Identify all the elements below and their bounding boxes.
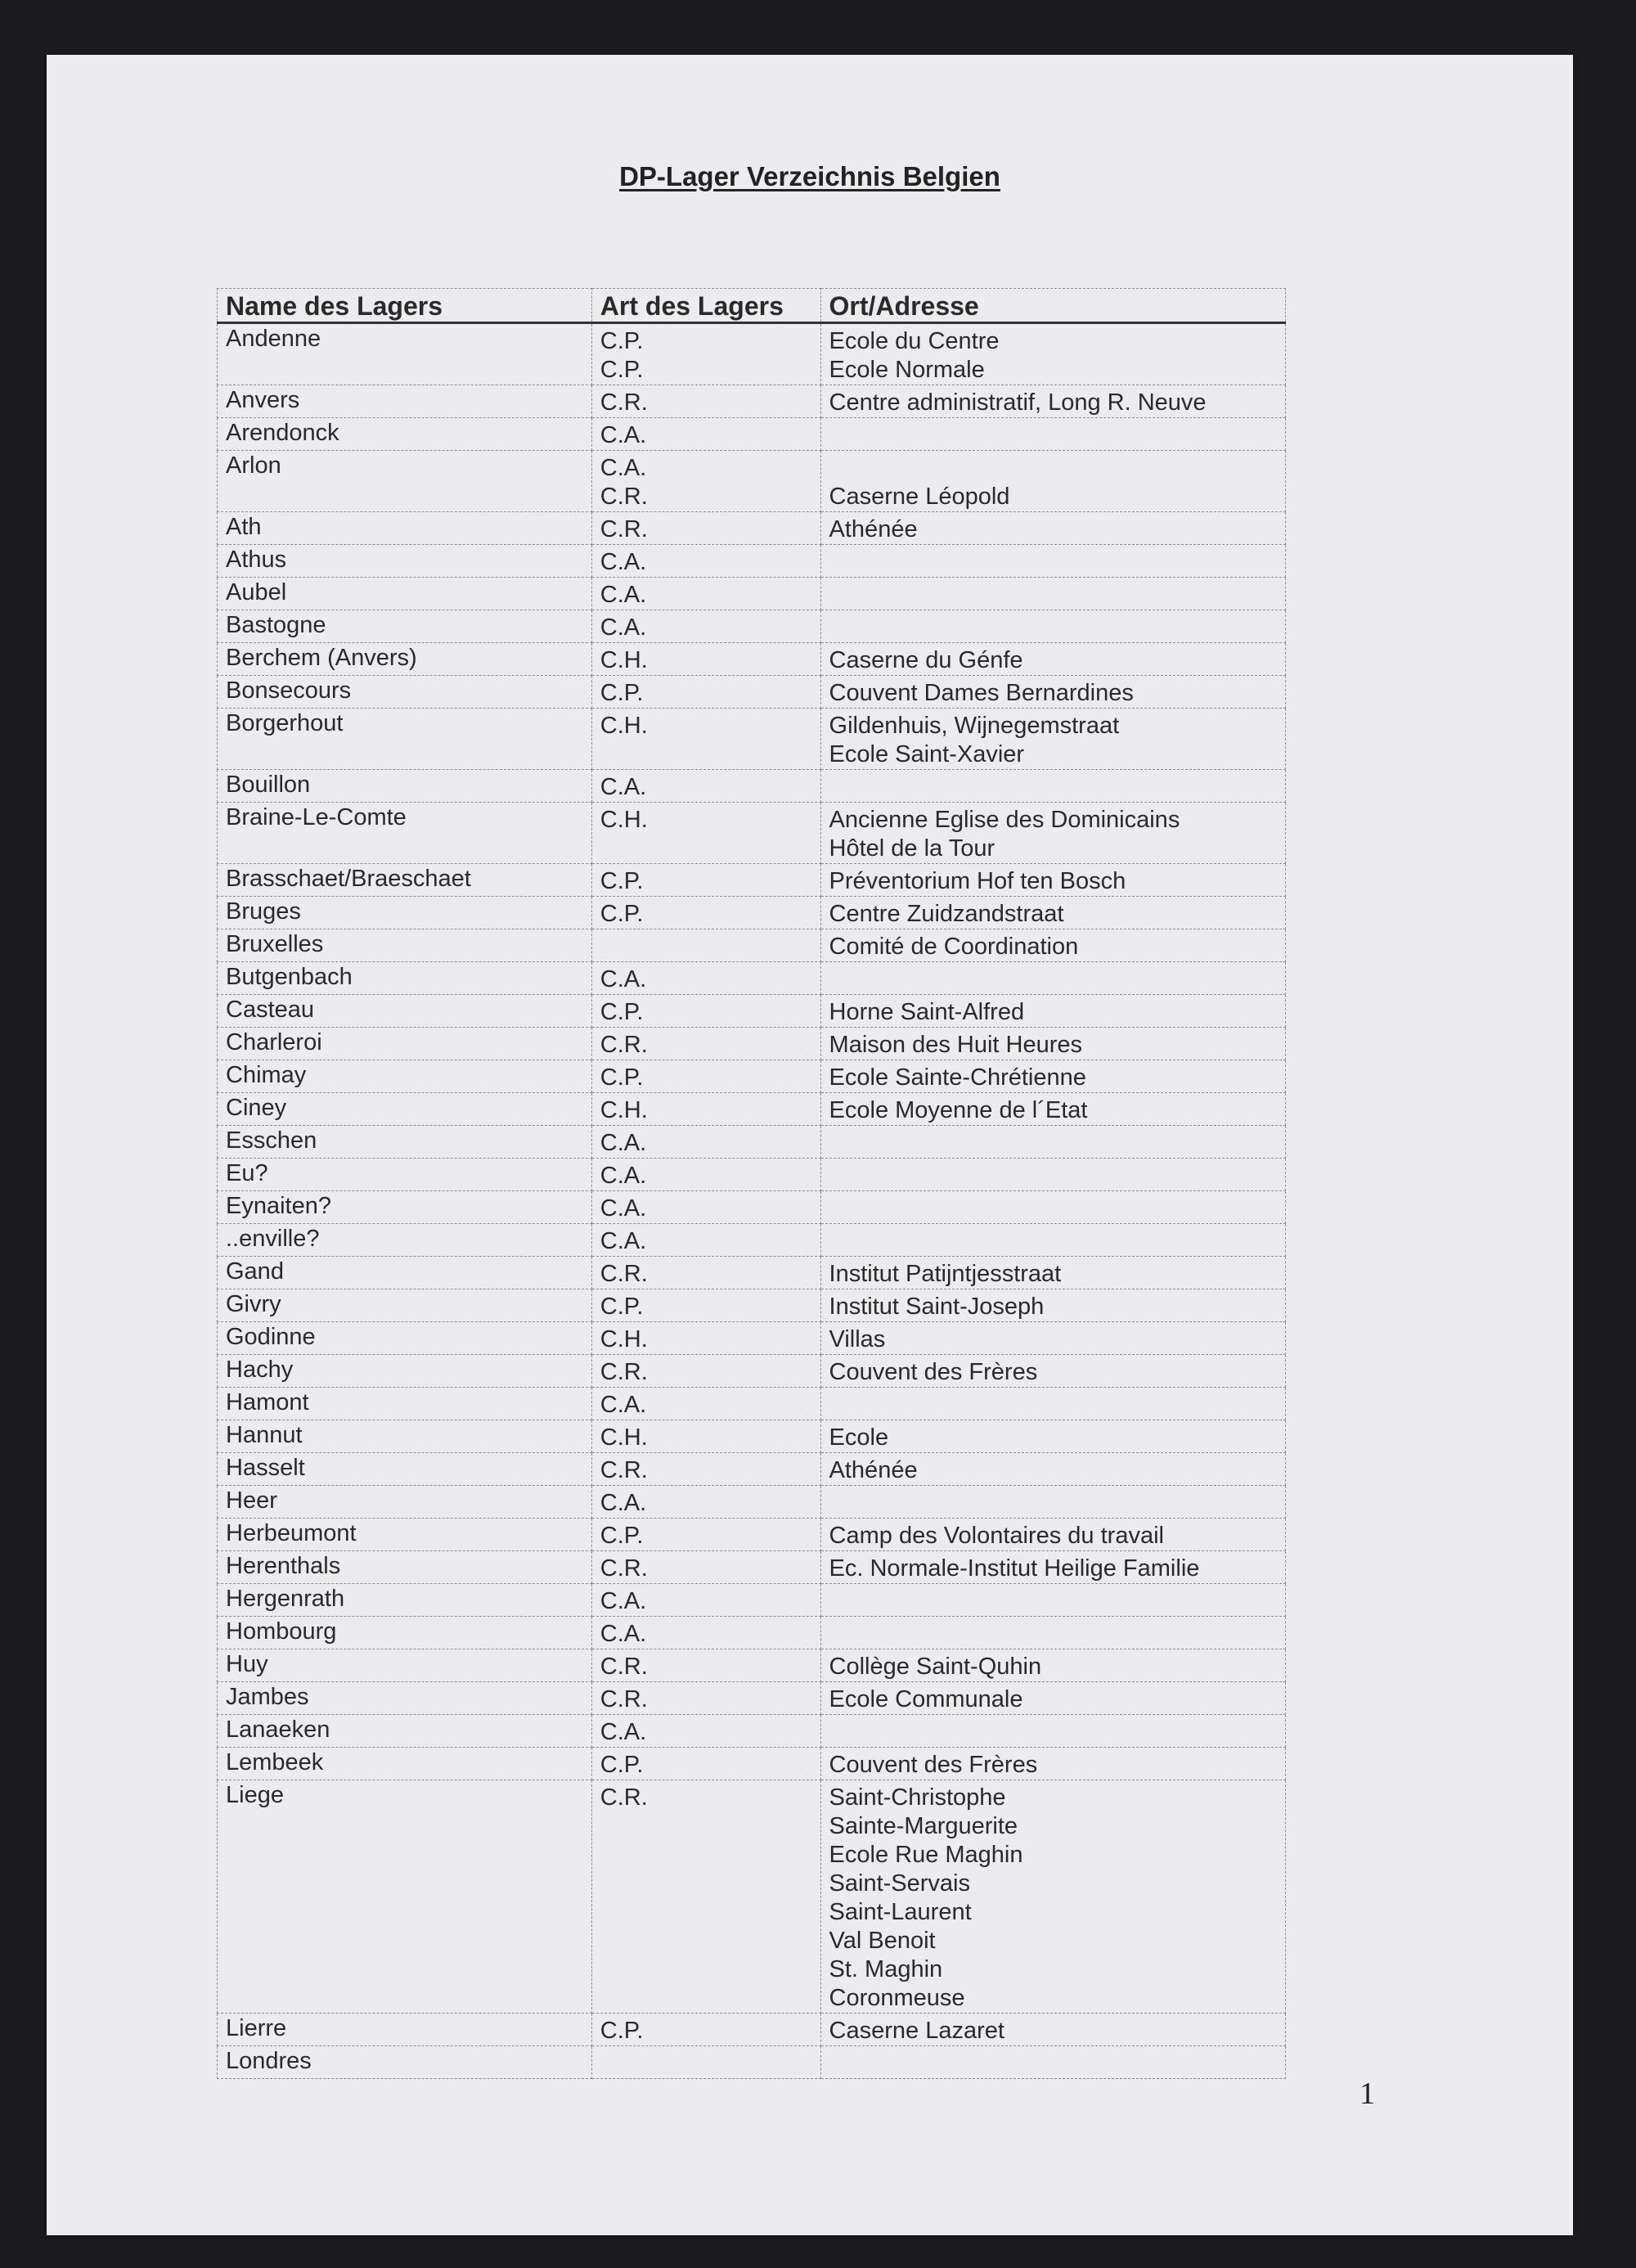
camp-type-cell — [591, 1355, 820, 1388]
camp-name: Londres — [218, 2046, 592, 2079]
camp-address — [829, 1489, 1277, 1518]
camp-address — [829, 1195, 1277, 1223]
camp-name: Hamont — [218, 1388, 592, 1420]
table-row — [218, 512, 1286, 545]
camp-address: Centre Zuidzandstraat — [829, 901, 1064, 927]
table-row — [218, 385, 1286, 418]
camp-name: Charleroi — [218, 1028, 592, 1060]
camp-address: Ecole Rue Maghin — [829, 1842, 1023, 1868]
camp-address: Collège Saint-Quhin — [829, 1654, 1042, 1680]
table-row — [218, 1486, 1286, 1519]
camp-type-cell — [591, 1486, 820, 1519]
camp-address-cell — [820, 1486, 1285, 1519]
camp-name: Lierre — [218, 2014, 592, 2046]
camp-type-cell — [591, 1453, 820, 1486]
table-row — [218, 2046, 1286, 2079]
camp-type — [600, 2050, 812, 2078]
camp-type-cell — [591, 962, 820, 995]
camp-type: C.P. — [600, 999, 644, 1025]
camp-type: C.R. — [600, 1555, 648, 1582]
table-row — [218, 1649, 1286, 1682]
camp-address: Couvent des Frères — [829, 1752, 1038, 1778]
camp-address — [829, 421, 1277, 450]
camp-address: Institut Patijntjesstraat — [829, 1261, 1062, 1287]
camp-type: C.A. — [600, 1163, 647, 1189]
camp-address-cell — [820, 323, 1285, 385]
camp-address: Gildenhuis, Wijnegemstraat — [829, 713, 1120, 739]
table-row — [218, 323, 1286, 385]
camp-address — [829, 1391, 1277, 1420]
table-row — [218, 1060, 1286, 1093]
camp-name: Bruxelles — [218, 929, 592, 962]
camp-type-cell — [591, 1093, 820, 1126]
camp-address-cell — [820, 1028, 1285, 1060]
table-row — [218, 929, 1286, 962]
camp-type-cell — [591, 323, 820, 385]
table-row — [218, 418, 1286, 451]
camp-address — [829, 1129, 1277, 1158]
camp-name: Jambes — [218, 1682, 592, 1715]
table-row — [218, 1126, 1286, 1159]
camp-address: Saint-Christophe — [829, 1784, 1006, 1811]
camp-address: Caserne Léopold — [829, 484, 1010, 510]
camp-address-cell — [820, 1355, 1285, 1388]
camp-address-cell — [820, 1388, 1285, 1420]
camp-address-cell — [820, 1519, 1285, 1551]
camp-name: Eu? — [218, 1159, 592, 1191]
camp-type-cell — [591, 1748, 820, 1780]
camp-type-cell — [591, 418, 820, 451]
document-page — [47, 55, 1573, 2235]
camp-type-cell — [591, 1584, 820, 1617]
camp-type: C.A. — [600, 582, 647, 608]
camp-type: C.H. — [600, 1326, 648, 1352]
camp-address — [829, 1587, 1277, 1616]
camp-name: Butgenbach — [218, 962, 592, 995]
camp-address-cell — [820, 709, 1285, 770]
table-row — [218, 676, 1286, 709]
camp-address-cell — [820, 512, 1285, 545]
camp-type: C.P. — [600, 1752, 644, 1778]
camp-type: C.R. — [600, 1261, 648, 1287]
camp-type: C.P. — [600, 868, 644, 894]
camp-address — [829, 1718, 1277, 1747]
camp-address: Ecole Normale — [829, 357, 985, 383]
camp-address: St. Maghin — [829, 1956, 943, 1982]
camp-address-cell — [820, 643, 1285, 676]
camp-address-cell — [820, 578, 1285, 610]
camp-address — [829, 965, 1277, 994]
camp-address-cell — [820, 1682, 1285, 1715]
camp-name: ..enville? — [218, 1224, 592, 1257]
table-row — [218, 451, 1286, 512]
camp-address-cell — [820, 610, 1285, 643]
camp-name: Bouillon — [218, 770, 592, 803]
camp-type-cell — [591, 897, 820, 929]
camp-address — [829, 548, 1277, 577]
camp-address — [829, 1620, 1277, 1649]
camp-type: C.A. — [600, 1392, 647, 1418]
table-row — [218, 1453, 1286, 1486]
camp-address-cell — [820, 2014, 1285, 2046]
camp-name: Ciney — [218, 1093, 592, 1126]
camp-name: Athus — [218, 545, 592, 578]
camp-address-cell — [820, 1617, 1285, 1649]
camp-type-cell — [591, 643, 820, 676]
table-row — [218, 1420, 1286, 1453]
camp-name: Hasselt — [218, 1453, 592, 1486]
camp-type-cell — [591, 1682, 820, 1715]
camp-type-cell — [591, 1551, 820, 1584]
camp-name: Arlon — [218, 451, 592, 512]
camp-address-cell — [820, 770, 1285, 803]
camp-address — [829, 1162, 1277, 1190]
camp-name: Lanaeken — [218, 1715, 592, 1748]
camp-type-cell — [591, 1028, 820, 1060]
camp-type-cell — [591, 1388, 820, 1420]
camp-address: Préventorium Hof ten Bosch — [829, 868, 1126, 894]
camp-name: Borgerhout — [218, 709, 592, 770]
camp-address-cell — [820, 897, 1285, 929]
camp-address-cell — [820, 418, 1285, 451]
camp-name: Arendonck — [218, 418, 592, 451]
camp-name: Heer — [218, 1486, 592, 1519]
camp-address: Ecole Sainte-Chrétienne — [829, 1064, 1086, 1091]
table-row — [218, 1028, 1286, 1060]
camp-type: C.P. — [600, 1294, 644, 1320]
camp-type: C.R. — [600, 1784, 648, 1811]
camp-type-cell — [591, 1159, 820, 1191]
table-row — [218, 1093, 1286, 1126]
table-row — [218, 1715, 1286, 1748]
camp-address: Caserne Lazaret — [829, 2018, 1005, 2044]
camp-type-cell — [591, 995, 820, 1028]
table-row — [218, 709, 1286, 770]
camp-address-cell — [820, 2046, 1285, 2079]
table-header-row — [218, 289, 1286, 323]
table-row — [218, 1191, 1286, 1224]
camp-type: C.A. — [600, 1588, 647, 1614]
camp-type-cell — [591, 2014, 820, 2046]
camp-type-cell — [591, 1224, 820, 1257]
camp-type-cell — [591, 2046, 820, 2079]
camp-type: C.R. — [600, 1686, 648, 1712]
table-row — [218, 1584, 1286, 1617]
camp-name: Casteau — [218, 995, 592, 1028]
camp-address-cell — [820, 1224, 1285, 1257]
table-body — [218, 323, 1286, 2079]
table-row — [218, 545, 1286, 578]
table-row — [218, 1257, 1286, 1289]
camp-type-cell — [591, 1191, 820, 1224]
table-row — [218, 1355, 1286, 1388]
camp-type: C.R. — [600, 1359, 648, 1385]
camp-address: Athénée — [829, 516, 918, 542]
header-ort: Ort/Adresse — [820, 289, 1285, 323]
camp-type: C.A. — [600, 774, 647, 800]
table-row — [218, 770, 1286, 803]
table-row — [218, 1748, 1286, 1780]
camp-address — [829, 454, 1277, 483]
camp-address-cell — [820, 1780, 1285, 2014]
table-row — [218, 897, 1286, 929]
camp-address-cell — [820, 385, 1285, 418]
camp-address-cell — [820, 1322, 1285, 1355]
camp-address: Ecole — [829, 1424, 889, 1451]
camp-type: C.P. — [600, 1064, 644, 1091]
camp-type: C.R. — [600, 484, 648, 510]
camp-name: Lembeek — [218, 1748, 592, 1780]
camp-type: C.R. — [600, 516, 648, 542]
camp-name: Aubel — [218, 578, 592, 610]
camp-type-cell — [591, 1780, 820, 2014]
camp-name: Andenne — [218, 323, 592, 385]
camp-type: C.A. — [600, 549, 647, 575]
camp-address-cell — [820, 1159, 1285, 1191]
camp-address-cell — [820, 1551, 1285, 1584]
table-row — [218, 1780, 1286, 2014]
camp-name: Hergenrath — [218, 1584, 592, 1617]
camp-type: C.R. — [600, 389, 648, 416]
camp-type: C.A. — [600, 455, 647, 481]
camp-type-cell — [591, 1060, 820, 1093]
table-row — [218, 1551, 1286, 1584]
header-name: Name des Lagers — [218, 289, 592, 323]
camp-address-cell — [820, 676, 1285, 709]
camp-type-cell — [591, 929, 820, 962]
camp-type: C.A. — [600, 966, 647, 992]
camp-name: Chimay — [218, 1060, 592, 1093]
camp-name: Hombourg — [218, 1617, 592, 1649]
camp-address-cell — [820, 1093, 1285, 1126]
camp-address — [829, 773, 1277, 802]
camp-name: Bruges — [218, 897, 592, 929]
camp-address: Athénée — [829, 1457, 918, 1483]
camp-address-cell — [820, 1060, 1285, 1093]
document-title: DP-Lager Verzeichnis Belgien — [619, 161, 1000, 191]
camp-type-cell — [591, 1289, 820, 1322]
camp-type-cell — [591, 1715, 820, 1748]
camp-name: Hannut — [218, 1420, 592, 1453]
camp-address-cell — [820, 1748, 1285, 1780]
camp-type: C.H. — [600, 1424, 648, 1451]
camp-name: Hachy — [218, 1355, 592, 1388]
camp-type: C.H. — [600, 807, 648, 833]
camp-address: Couvent des Frères — [829, 1359, 1038, 1385]
table-row — [218, 643, 1286, 676]
camp-address: Val Benoit — [829, 1928, 936, 1954]
camp-name: Berchem (Anvers) — [218, 643, 592, 676]
camp-type: C.P. — [600, 680, 644, 706]
camp-type: C.A. — [600, 1195, 647, 1222]
camp-name: Gand — [218, 1257, 592, 1289]
camp-address: Ecole Communale — [829, 1686, 1023, 1712]
camp-address: Horne Saint-Alfred — [829, 999, 1025, 1025]
camp-type-cell — [591, 1519, 820, 1551]
camp-table — [217, 288, 1286, 2079]
camp-type-cell — [591, 545, 820, 578]
camp-type: C.A. — [600, 1228, 647, 1254]
camp-type: C.R. — [600, 1457, 648, 1483]
camp-type-cell — [591, 709, 820, 770]
camp-type-cell — [591, 864, 820, 897]
camp-type-cell — [591, 676, 820, 709]
camp-type: C.A. — [600, 1130, 647, 1156]
table-row — [218, 864, 1286, 897]
camp-type-cell — [591, 1649, 820, 1682]
camp-address-cell — [820, 803, 1285, 864]
camp-type-cell — [591, 1322, 820, 1355]
table-row — [218, 1224, 1286, 1257]
camp-type: C.A. — [600, 614, 647, 641]
camp-address-cell — [820, 995, 1285, 1028]
camp-address: Maison des Huit Heures — [829, 1032, 1083, 1058]
camp-type — [600, 933, 812, 961]
camp-address: Caserne du Génfe — [829, 647, 1023, 673]
table-row — [218, 803, 1286, 864]
camp-type: C.A. — [600, 1719, 647, 1745]
camp-address — [829, 614, 1277, 642]
camp-type: C.P. — [600, 2018, 644, 2044]
camp-address: Ecole Moyenne de l´Etat — [829, 1097, 1088, 1123]
camp-name: Eynaiten? — [218, 1191, 592, 1224]
table-row — [218, 1519, 1286, 1551]
camp-type: C.P. — [600, 357, 644, 383]
camp-type: C.H. — [600, 713, 648, 739]
camp-address-cell — [820, 1649, 1285, 1682]
camp-name: Liege — [218, 1780, 592, 2014]
camp-name: Huy — [218, 1649, 592, 1682]
camp-address: Ecole du Centre — [829, 328, 1000, 354]
table-row — [218, 1322, 1286, 1355]
camp-address: Camp des Volontaires du travail — [829, 1523, 1164, 1549]
page-number: 1 — [1360, 2077, 1375, 2111]
camp-type: C.R. — [600, 1032, 648, 1058]
camp-address: Hôtel de la Tour — [829, 835, 996, 862]
camp-name: Herenthals — [218, 1551, 592, 1584]
camp-type-cell — [591, 770, 820, 803]
table-row — [218, 578, 1286, 610]
camp-name: Godinne — [218, 1322, 592, 1355]
table-row — [218, 2014, 1286, 2046]
camp-address-cell — [820, 962, 1285, 995]
camp-type: C.A. — [600, 422, 647, 448]
camp-type: C.P. — [600, 901, 644, 927]
table-row — [218, 962, 1286, 995]
camp-type: C.P. — [600, 1523, 644, 1549]
camp-address: Villas — [829, 1326, 886, 1352]
camp-type: C.R. — [600, 1654, 648, 1680]
camp-address — [829, 1227, 1277, 1256]
camp-type-cell — [591, 385, 820, 418]
header-art: Art des Lagers — [591, 289, 820, 323]
camp-address: Comité de Coordination — [829, 934, 1079, 960]
camp-address-cell — [820, 1453, 1285, 1486]
table-row — [218, 1289, 1286, 1322]
camp-name: Anvers — [218, 385, 592, 418]
camp-address: Ec. Normale-Institut Heilige Familie — [829, 1555, 1200, 1582]
camp-address-cell — [820, 1715, 1285, 1748]
camp-type-cell — [591, 512, 820, 545]
camp-address-cell — [820, 1420, 1285, 1453]
camp-address — [829, 2050, 1277, 2078]
camp-type: C.P. — [600, 328, 644, 354]
camp-address-cell — [820, 929, 1285, 962]
table-row — [218, 1388, 1286, 1420]
camp-name: Bonsecours — [218, 676, 592, 709]
camp-type: C.A. — [600, 1621, 647, 1647]
camp-type-cell — [591, 451, 820, 512]
table-row — [218, 1617, 1286, 1649]
camp-address: Ancienne Eglise des Dominicains — [829, 807, 1180, 833]
camp-type: C.H. — [600, 647, 648, 673]
camp-address-cell — [820, 1289, 1285, 1322]
camp-type-cell — [591, 1617, 820, 1649]
camp-type: C.H. — [600, 1097, 648, 1123]
camp-address: Sainte-Marguerite — [829, 1813, 1018, 1839]
camp-type-cell — [591, 1420, 820, 1453]
camp-address-cell — [820, 1191, 1285, 1224]
table-row — [218, 1682, 1286, 1715]
camp-address-cell — [820, 1584, 1285, 1617]
camp-address-cell — [820, 1257, 1285, 1289]
camp-name: Ath — [218, 512, 592, 545]
camp-address-cell — [820, 1126, 1285, 1159]
camp-address: Institut Saint-Joseph — [829, 1294, 1045, 1320]
camp-address: Coronmeuse — [829, 1985, 965, 2011]
table-row — [218, 1159, 1286, 1191]
camp-name: Bastogne — [218, 610, 592, 643]
camp-name: Givry — [218, 1289, 592, 1322]
camp-address: Ecole Saint-Xavier — [829, 741, 1025, 767]
camp-address: Saint-Laurent — [829, 1899, 972, 1925]
camp-address-cell — [820, 451, 1285, 512]
camp-address: Centre administratif, Long R. Neuve — [829, 389, 1207, 416]
table-row — [218, 995, 1286, 1028]
camp-type-cell — [591, 1257, 820, 1289]
camp-address — [829, 581, 1277, 610]
camp-name: Herbeumont — [218, 1519, 592, 1551]
camp-type-cell — [591, 1126, 820, 1159]
camp-name: Braine-Le-Comte — [218, 803, 592, 864]
camp-address-cell — [820, 545, 1285, 578]
camp-address-cell — [820, 864, 1285, 897]
camp-type-cell — [591, 578, 820, 610]
camp-name: Esschen — [218, 1126, 592, 1159]
camp-name: Brasschaet/Braeschaet — [218, 864, 592, 897]
table-row — [218, 610, 1286, 643]
camp-type-cell — [591, 803, 820, 864]
camp-type: C.A. — [600, 1490, 647, 1516]
camp-address: Saint-Servais — [829, 1870, 970, 1897]
camp-address: Couvent Dames Bernardines — [829, 680, 1134, 706]
camp-type-cell — [591, 610, 820, 643]
